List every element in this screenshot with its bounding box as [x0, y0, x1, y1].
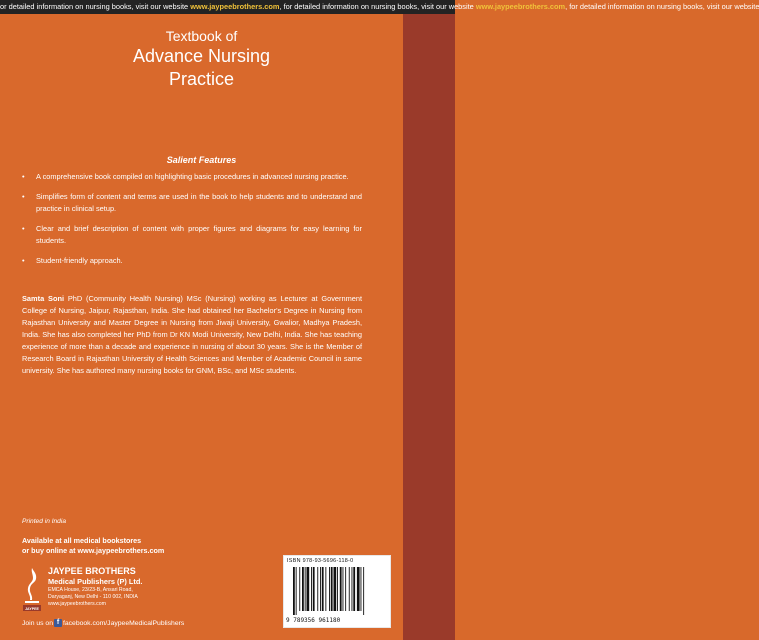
publisher-block	[48, 566, 142, 608]
barcode-number: 9 789356 961180	[286, 617, 341, 624]
website-strip	[0, 0, 759, 14]
barcode-bar	[340, 567, 342, 611]
barcode-bar	[311, 567, 312, 611]
availability-line1: Available at all medical bookstores	[22, 536, 142, 545]
availability-note	[22, 536, 164, 556]
publisher-subname: Medical Publishers (P) Ltd.	[48, 577, 143, 586]
feature-item	[22, 255, 362, 267]
features-list	[22, 171, 362, 275]
publisher-name: JAYPEE BROTHERS	[48, 566, 136, 576]
feature-text: Simplifies form of content and terms are used in the book to help students and to understand and practice in clinical setup.	[36, 192, 362, 213]
social-line	[22, 619, 184, 627]
strip-url: www.jaypeebrothers.com	[190, 2, 280, 11]
bullet-icon: •	[22, 224, 25, 233]
salient-features-heading: Salient Features	[166, 155, 237, 165]
barcode-bars	[293, 567, 381, 615]
jaypee-logo-icon	[22, 566, 42, 612]
facebook-icon: f	[54, 619, 62, 627]
barcode-bar	[343, 567, 344, 611]
book-title-line1: Textbook of	[165, 28, 238, 44]
social-handle[interactable]: facebook.com/JaypeeMedicalPublishers	[62, 619, 185, 627]
feature-item	[22, 223, 362, 247]
barcode-bar	[352, 567, 353, 611]
social-prefix: Join us on	[22, 619, 53, 627]
author-name: Samta Soni	[22, 294, 65, 303]
feature-text: Clear and brief description of content with proper figures and diagrams for easy learning for students.	[36, 224, 362, 245]
barcode-bar	[329, 567, 330, 611]
barcode-bar	[361, 567, 362, 611]
book-title-line2: Advance Nursing	[132, 46, 271, 66]
logo-text: JAYPEE	[25, 606, 39, 611]
barcode-bar	[334, 567, 337, 611]
author-bio-text: PhD (Community Health Nursing) MSc (Nursing) working as Lecturer at Government College of Nursing, Jaipur, Rajasthan, India. She had obtained her Bachelor's Degree in Nursing from Rajasthan University and Master Degree in Nursing from Jiwaji University, Gwalior, Madhya Pradesh, India. She has also completed her PhD from Dr KN Modi University, New Delhi, India. She has teaching experience of more than a decade and experience in nursing of about 30 years. She is the Member of Research Board in Rajasthan University of Health Sciences and Member of Academic Council in same university. She has authored many nursing books for GNM, BSc, and MSc students.	[22, 294, 362, 375]
strip-text: or detailed information on nursing books, visit our website	[0, 2, 191, 11]
publisher-address1: EMCA House, 23/23-B, Ansari Road,	[48, 587, 133, 593]
cover-spine	[403, 14, 455, 640]
strip-text: , for detailed information on nursing books, visit our website	[279, 2, 476, 11]
feature-text: A comprehensive book compiled on highlighting basic procedures in advanced nursing practice.	[36, 172, 349, 181]
jaypee-logo	[22, 566, 42, 612]
barcode-bar	[345, 567, 346, 611]
barcode-bar	[322, 567, 324, 611]
isbn-barcode	[283, 555, 391, 628]
barcode-bar	[349, 567, 350, 611]
barcode-bar	[302, 567, 304, 611]
book-title-line3: Practice	[168, 69, 235, 89]
barcode-bar	[293, 567, 295, 615]
barcode-bar	[357, 567, 360, 611]
publisher-address2: Daryaganj, New Delhi - 110 002, INDIA	[48, 594, 138, 600]
isbn-text: ISBN 978-93-5696-118-0	[287, 558, 354, 564]
barcode-bar	[313, 567, 315, 611]
bullet-icon: •	[22, 256, 25, 265]
barcode-bar	[296, 567, 297, 615]
feature-item	[22, 191, 362, 215]
barcode-bar	[337, 567, 338, 611]
strip-text: , for detailed information on nursing books, visit our website	[565, 2, 759, 11]
barcode-bar	[305, 567, 306, 611]
bullet-icon: •	[22, 192, 25, 201]
bullet-icon: •	[22, 172, 25, 181]
barcode-bar	[363, 567, 364, 615]
publisher-website: www.jaypeebrothers.com	[48, 601, 106, 607]
barcode-bar	[299, 567, 300, 611]
printed-in-india: Printed in India	[22, 518, 66, 525]
strip-url: www.jaypeebrothers.com	[475, 2, 566, 11]
barcode-bar	[331, 567, 333, 611]
barcode-bar	[317, 567, 318, 611]
availability-line2: or buy online at www.jaypeebrothers.com	[22, 546, 165, 555]
barcode-bar	[307, 567, 310, 611]
barcode-bar	[353, 567, 355, 611]
barcode-bar	[325, 567, 326, 611]
feature-text: Student-friendly approach.	[36, 256, 123, 265]
author-bio	[22, 293, 362, 377]
feature-item	[22, 171, 362, 183]
barcode-bar	[320, 567, 321, 611]
